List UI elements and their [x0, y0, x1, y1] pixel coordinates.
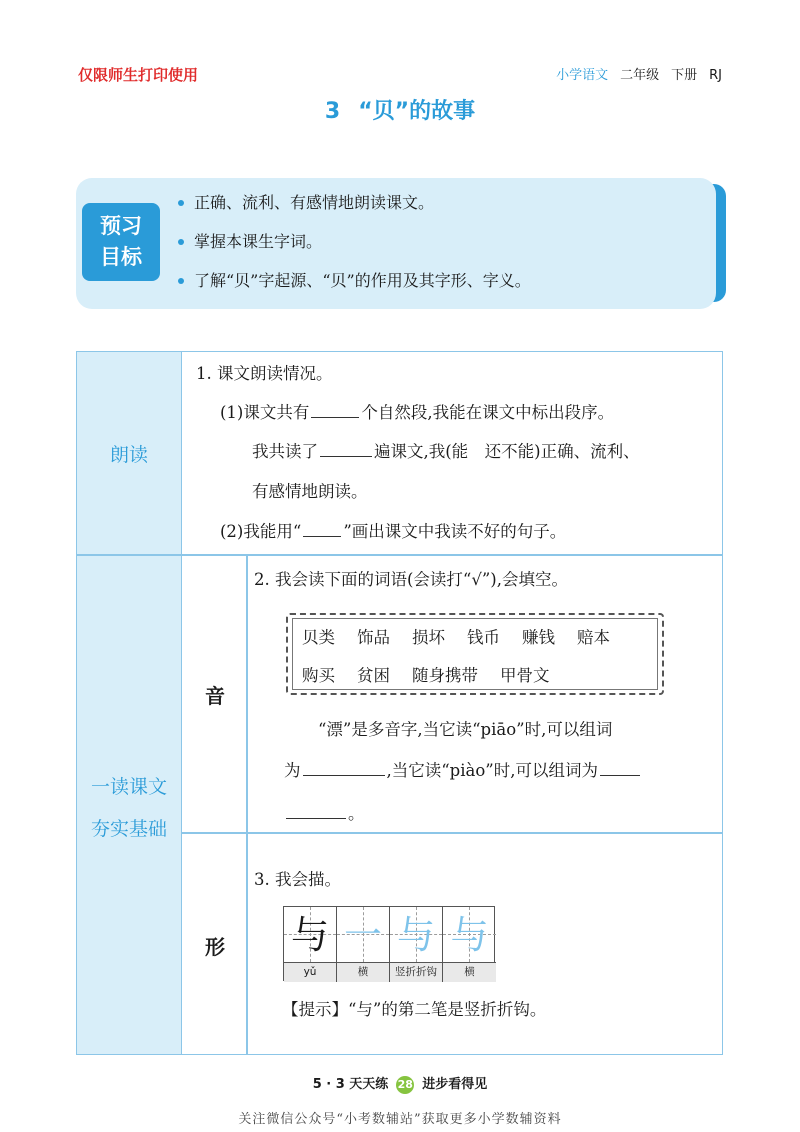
vocab-word: 饰品	[357, 628, 390, 647]
sub-label-sound: 音	[205, 684, 225, 708]
section-label-foundation-1: 一读课文	[90, 776, 167, 798]
tracing-grid	[283, 906, 495, 981]
vocab-word: 赔本	[577, 628, 610, 647]
stroke-label-row	[284, 962, 496, 982]
pinyin-label: yǔ	[284, 963, 337, 982]
goals-tag-line2: 目标	[100, 245, 142, 269]
vocab-word: 贫困	[357, 666, 390, 685]
word-row-1	[302, 624, 610, 648]
volume-label: 下册	[671, 68, 698, 83]
book-info	[556, 64, 722, 83]
piao4-word-blank[interactable]	[600, 774, 640, 776]
word-row-2	[302, 662, 572, 686]
q2-line2	[284, 757, 642, 785]
grade-label: 二年级	[620, 68, 660, 83]
goal-item	[178, 227, 698, 266]
char-model: 与	[290, 913, 329, 957]
lesson-number: 3	[324, 99, 341, 124]
q2-line3	[284, 800, 365, 828]
stroke-label: 竖折折钩	[390, 963, 443, 982]
tracing-cell[interactable]	[284, 907, 337, 962]
q2-line1: “漂”是多音字,当它读“piāo”时,可以组词	[318, 720, 613, 739]
edition-label: RJ	[709, 68, 722, 83]
tracing-cell[interactable]	[390, 907, 443, 962]
goal-text: 掌握本课生字词。	[194, 232, 323, 251]
q1-line2-text: 我共读了	[252, 442, 318, 461]
q1-line4	[220, 518, 566, 546]
footer-right: 进步看得见	[422, 1077, 488, 1092]
lesson-title: “贝”的故事	[358, 99, 476, 124]
sub-label-form: 形	[205, 935, 225, 959]
vocab-word: 损坏	[412, 628, 445, 647]
stroke-label: 横	[464, 966, 475, 978]
vocab-word: 甲骨文	[500, 666, 550, 685]
page-footer	[0, 1073, 800, 1094]
q2-line2-text: 为	[284, 761, 301, 780]
vocab-word: 购买	[302, 666, 335, 685]
row-divider	[182, 832, 723, 834]
bullet-dot-icon	[178, 200, 184, 206]
footer-left: 5 · 3 天天练	[312, 1077, 389, 1092]
goals-tag	[82, 203, 160, 281]
bottom-note: 关注微信公众号“小考数辅站”获取更多小学数辅资料	[238, 1112, 562, 1127]
q1-line2-text: 遍课文,我(能 还不能)正确、流利、	[374, 442, 640, 461]
char-stroke-2: 与	[396, 913, 435, 957]
q2-title: 2. 我会读下面的词语(会读打“√”),会填空。	[254, 570, 568, 589]
q1-line4-text: (2)我能用“	[220, 522, 302, 541]
q3-hint: 【提示】“与”的第二笔是竖折折钩。	[282, 1000, 547, 1019]
q1-line1-text: (1)课文共有	[220, 403, 310, 422]
section-label-reading: 朗读	[109, 444, 148, 466]
tracing-cell[interactable]	[337, 907, 390, 962]
q1-line3: 有感情地朗读。	[252, 482, 368, 501]
subject-label: 小学语文	[556, 68, 609, 83]
q1-line2	[252, 438, 640, 466]
goal-text: 正确、流利、有感情地朗读课文。	[194, 193, 435, 212]
q1-title: 1. 课文朗读情况。	[196, 364, 333, 383]
piao1-word-blank[interactable]	[303, 774, 385, 776]
q3-title: 3. 我会描。	[254, 870, 341, 889]
page-number-badge: 28	[396, 1076, 414, 1094]
char-stroke-3: 与	[450, 913, 489, 957]
vocab-word: 赚钱	[522, 628, 555, 647]
q1-line4-text: ”画出课文中我读不好的句子。	[343, 522, 567, 541]
mark-symbol-blank[interactable]	[303, 535, 341, 537]
q1-line1	[220, 399, 614, 427]
char-stroke-1: 一	[343, 913, 382, 957]
vocab-word: 钱币	[467, 628, 500, 647]
goals-list	[178, 188, 698, 305]
stroke-label: 横	[337, 963, 390, 982]
tracing-cell[interactable]	[443, 907, 496, 962]
section-label-foundation-2: 夯实基础	[90, 818, 167, 840]
goal-text: 了解“贝”字起源、“贝”的作用及其字形、字义。	[194, 271, 531, 290]
vocab-word: 贝类	[302, 628, 335, 647]
page-title	[0, 94, 800, 125]
row-divider	[76, 554, 723, 556]
read-times-blank[interactable]	[320, 455, 372, 457]
goal-item	[178, 188, 698, 227]
piao4-word-blank-continued[interactable]	[286, 817, 346, 819]
print-watermark: 仅限师生打印使用	[78, 66, 199, 84]
goal-item	[178, 266, 698, 305]
bullet-dot-icon	[178, 239, 184, 245]
goals-tag-line1: 预习	[100, 214, 142, 238]
vocab-word: 随身携带	[412, 666, 478, 685]
paragraph-count-blank[interactable]	[311, 416, 359, 418]
bullet-dot-icon	[178, 278, 184, 284]
q2-line3-text: 。	[348, 804, 365, 823]
q2-line2-text: ,当它读“piào”时,可以组词为	[386, 761, 598, 780]
q1-line1-text: 个自然段,我能在课文中标出段序。	[361, 403, 615, 422]
column-divider	[246, 554, 248, 1055]
